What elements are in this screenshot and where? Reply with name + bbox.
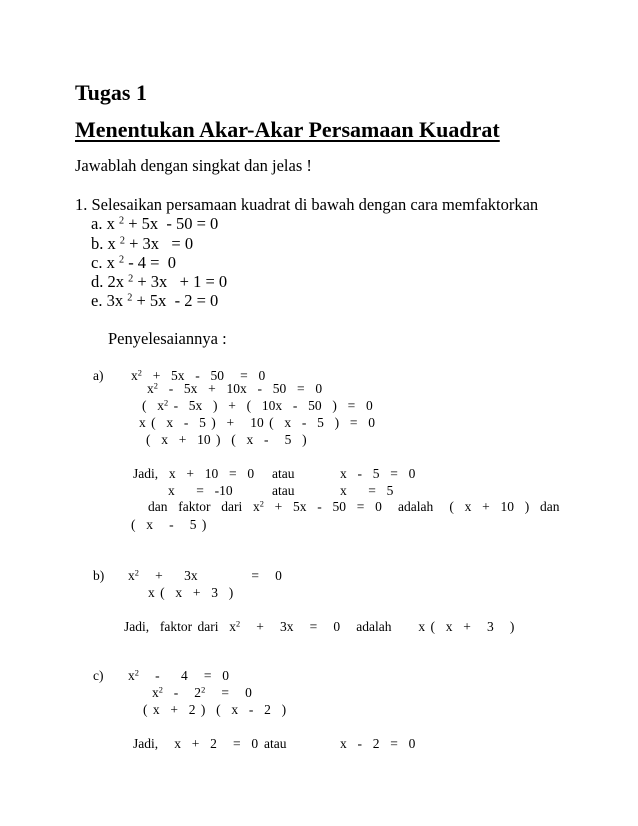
solution-a-line-8: dan faktor dari $x^2 + 5x - 50 = 0$ adalah ( x + 10 ) dan — [148, 499, 560, 514]
page-subtitle: Menentukan Akar-Akar Persamaan Kuadrat — [75, 117, 500, 142]
solution-a-jadi-2a: x = -10 — [168, 483, 233, 498]
solution-a-jadi-2c: x = 5 — [340, 483, 394, 498]
solution-c-jadi-a: Jadi, x + 2 = 0 — [133, 736, 259, 751]
solution-c-label: c) — [93, 668, 104, 683]
instruction: Jawablah dengan singkat dan jelas ! — [75, 156, 312, 175]
solution-b-line-2: x ( x + 3 ) — [148, 585, 234, 600]
solution-a-label: a) — [93, 368, 104, 383]
solution-a-line-4: x ( x - 5 ) + 10 ( x - 5 ) = 0 — [139, 415, 375, 430]
solution-a-line-9: ( x - 5 ) — [131, 517, 207, 532]
solution-c-jadi-c: x - 2 = 0 — [340, 736, 416, 751]
question-item-a: a. x $^2$ + 5x - 50 = 0 — [91, 214, 219, 233]
question-item-b: b. x $^2$ + 3x = 0 — [91, 234, 194, 253]
solution-c-line-3: ( x + 2 ) ( x - 2 ) — [143, 702, 287, 717]
question-item-d: d. 2x $^2$ + 3x + 1 = 0 — [91, 272, 228, 291]
solution-c-line-2: $x^2 - 2^2 = 0$ — [152, 685, 252, 700]
solution-a-jadi-2b: atau — [272, 483, 295, 498]
question-item-e: e. 3x $^2$ + 5x - 2 = 0 — [91, 291, 219, 310]
solution-heading: Penyelesaiannya : — [108, 329, 227, 348]
solution-b-line-3: Jadi, faktor dari $x^2 + 3x = 0$ adalah x ( x + 3 ) — [124, 619, 515, 634]
solution-c-jadi-b: atau — [264, 736, 287, 751]
question-item-c: c. x $^2$ - 4 = 0 — [91, 253, 176, 272]
solution-a-jadi-1b: atau — [272, 466, 295, 481]
solution-a-line-5: ( x + 10 ) ( x - 5 ) — [146, 432, 307, 447]
solution-b-line-1: $x^2$ + 3x = 0 — [128, 568, 282, 583]
solution-c-line-1: $x^2$ - 4 = 0 — [128, 668, 230, 683]
solution-a-jadi-1c: x - 5 = 0 — [340, 466, 416, 481]
solution-a-jadi-1a: Jadi, x + 10 = 0 — [133, 466, 255, 481]
page-title: Tugas 1 — [75, 80, 147, 105]
solution-a-line-1: $x^2 + 5x - 50 = 0$ — [131, 368, 266, 383]
solution-b-label: b) — [93, 568, 105, 583]
question-text: 1. Selesaikan persamaan kuadrat di bawah dengan cara memfaktorkan — [75, 195, 539, 214]
solution-a-line-3: ( $x^2 - 5x$ ) + ( 10x - 50 ) = 0 — [142, 398, 373, 413]
solution-a-line-2: $x^2 - 5x + 10x - 50 = 0$ — [147, 381, 323, 396]
